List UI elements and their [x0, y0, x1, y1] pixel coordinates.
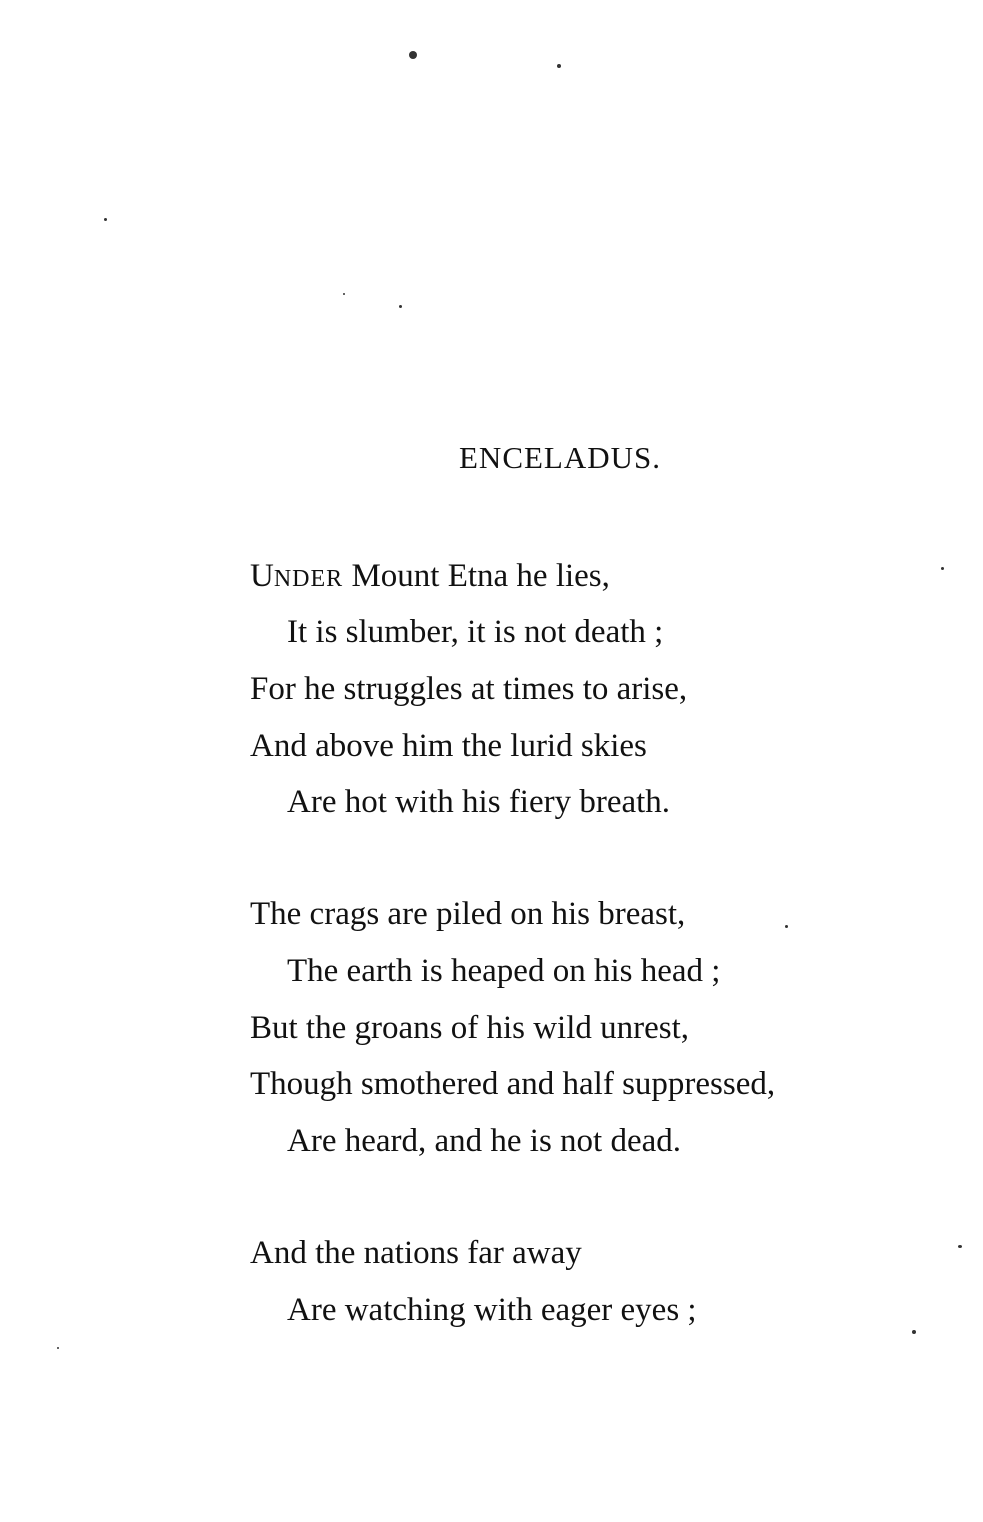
small-caps-rest: NDER — [273, 566, 344, 592]
ink-speck — [557, 64, 561, 68]
stanza-1-line-4: And above him the lurid skies — [250, 728, 647, 764]
small-caps-initial: U — [250, 558, 274, 594]
stanza-1-line-1 — [250, 560, 610, 593]
stanza-1-line-5: Are hot with his fiery breath. — [287, 784, 671, 820]
ink-speck — [399, 305, 402, 308]
ink-speck — [57, 1347, 59, 1349]
ink-speck — [104, 218, 107, 221]
ink-speck — [785, 925, 788, 928]
stanza-3-line-2: Are watching with eager eyes ; — [287, 1292, 697, 1328]
stanza-2-line-2: The earth is heaped on his head ; — [287, 953, 721, 989]
ink-speck — [409, 51, 417, 59]
stanza-1-line-2: It is slumber, it is not death ; — [287, 614, 664, 650]
stanza-2-line-5: Are heard, and he is not dead. — [287, 1123, 682, 1159]
stanza-2-line-3: But the groans of his wild unrest, — [250, 1010, 690, 1046]
ink-speck — [958, 1245, 962, 1248]
stanza-2-line-4: Though smothered and half suppressed, — [250, 1066, 776, 1102]
ink-speck — [343, 293, 345, 295]
ink-speck — [941, 567, 944, 570]
poem-title: ENCELADUS. — [459, 440, 662, 475]
ink-speck — [912, 1330, 916, 1334]
stanza-1-line-3: For he struggles at times to arise, — [250, 671, 688, 707]
line-text: Mount Etna he lies, — [343, 558, 610, 594]
stanza-2-line-1: The crags are piled on his breast, — [250, 896, 686, 932]
stanza-3-line-1: And the nations far away — [250, 1235, 582, 1271]
